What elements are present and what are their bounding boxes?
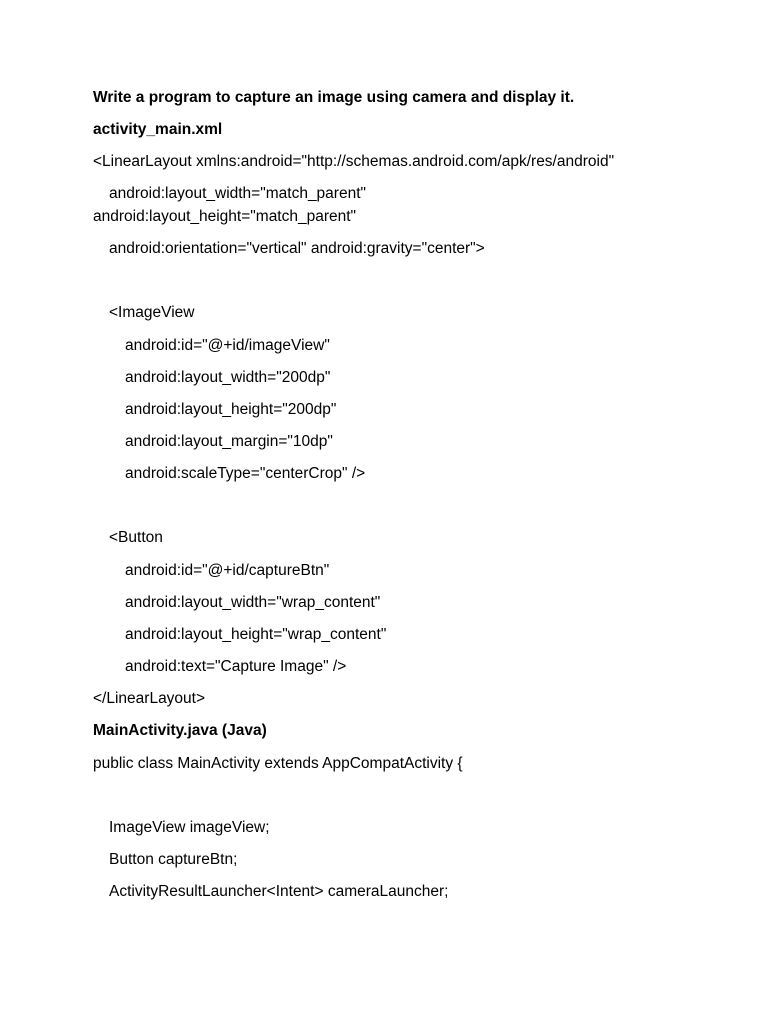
code-line: android:layout_width="wrap_content" bbox=[125, 594, 381, 611]
code-line: <ImageView bbox=[109, 304, 195, 321]
code-line: android:layout_height="wrap_content" bbox=[125, 626, 387, 643]
code-line: public class MainActivity extends AppCompatActivity { bbox=[93, 755, 463, 772]
code-line: android:orientation="vertical" android:gravity="center"> bbox=[109, 240, 485, 257]
code-line: android:scaleType="centerCrop" /> bbox=[125, 465, 366, 482]
code-line: ImageView imageView; bbox=[109, 819, 270, 836]
code-line: Button captureBtn; bbox=[109, 851, 238, 868]
code-line: android:layout_height="match_parent" bbox=[93, 208, 357, 225]
code-line: <LinearLayout xmlns:android="http://schemas.android.com/apk/res/android" bbox=[93, 153, 615, 170]
code-line: android:layout_width="match_parent" bbox=[109, 185, 367, 202]
section-title-xml: activity_main.xml bbox=[93, 121, 223, 138]
code-line: android:text="Capture Image" /> bbox=[125, 658, 347, 675]
document-heading: Write a program to capture an image using camera and display it. bbox=[93, 89, 575, 106]
code-line: </LinearLayout> bbox=[93, 690, 206, 707]
code-line: <Button bbox=[109, 529, 163, 546]
code-line: android:id="@+id/captureBtn" bbox=[125, 562, 330, 579]
code-line: ActivityResultLauncher<Intent> cameraLauncher; bbox=[109, 883, 449, 900]
code-line: android:layout_width="200dp" bbox=[125, 369, 331, 386]
section-title-java: MainActivity.java (Java) bbox=[93, 722, 267, 739]
code-line: android:layout_height="200dp" bbox=[125, 401, 337, 418]
code-line: android:layout_margin="10dp" bbox=[125, 433, 333, 450]
code-line: android:id="@+id/imageView" bbox=[125, 337, 330, 354]
